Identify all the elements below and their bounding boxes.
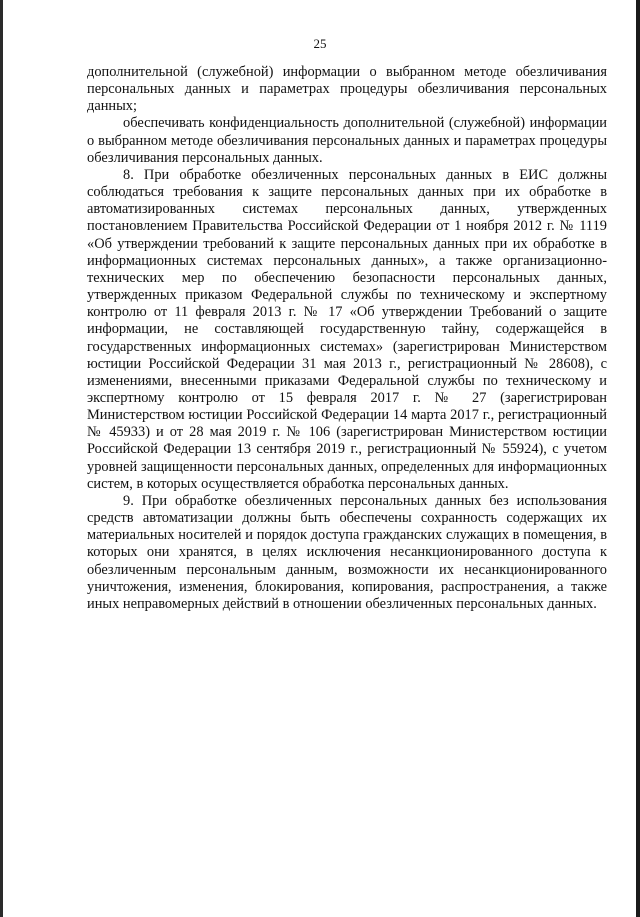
paragraph-confidentiality: обеспечивать конфиденциальность дополнительной (служебной) информации о выбранном методе обезличивания персональных данных и параметрах процедуры обезличивания персональных данных. xyxy=(87,115,607,166)
document-body xyxy=(87,64,607,613)
scan-edge-right xyxy=(636,0,640,917)
paragraph-item-9: 9. При обработке обезличенных персональных данных без использования средств автоматизации должны быть обеспечены сохранность содержащих их материальных носителей и порядок доступа гражданских служащих в помещения, в которых они хранятся, в целях исключения несанкционированного доступа к обезличенным персональным данным, возможности их несанкционированного уничтожения, изменения, блокирования, копирования, распространения, а также иных неправомерных действий в отношении обезличенных персональных данных. xyxy=(87,492,607,612)
paragraph-item-8: 8. При обработке обезличенных персональных данных в ЕИС должны соблюдаться требования к защите персональных данных при их обработке в автоматизированных системах персональных данных, утвержденных постановлением Правительства Российской Федерации от 1 ноября 2012 г. № 1119 «Об утверждении требований к защите персональных данных при их обработке в информационных системах персональных данных», а также организационно-технических мер по обеспечению безопасности персональных данных, утвержденных приказом Федеральной службы по техническому и экспертному контролю от 11 февраля 2013 г. № 17 «Об утверждении Требований о защите информации, не составляющей государственную тайну, содержащейся в государственных информационных системах» (зарегистрирован Министерством юстиции Российской Федерации 31 мая 2013 г., регистрационный № 28608), с изменениями, внесенными приказами Федеральной службы по техническому и экспертному контролю от 15 февраля 2017 г. № 27 (зарегистрирован Министерством юстиции Российской Федерации 14 марта 2017 г., регистрационный № 45933) и от 28 мая 2019 г. № 106 (зарегистрирован Министерством юстиции Российской Федерации 13 сентября 2019 г., регистрационный № 55924), с учетом уровней защищенности персональных данных, определенных для информационных систем, в которых осуществляется обработка персональных данных. xyxy=(87,166,607,492)
scan-edge-left xyxy=(0,0,3,917)
paragraph-continuation: дополнительной (служебной) информации о выбранном методе обезличивания персональных данных и параметрах процедуры обезличивания персональных данных; xyxy=(87,64,607,115)
page-number: 25 xyxy=(313,36,327,51)
